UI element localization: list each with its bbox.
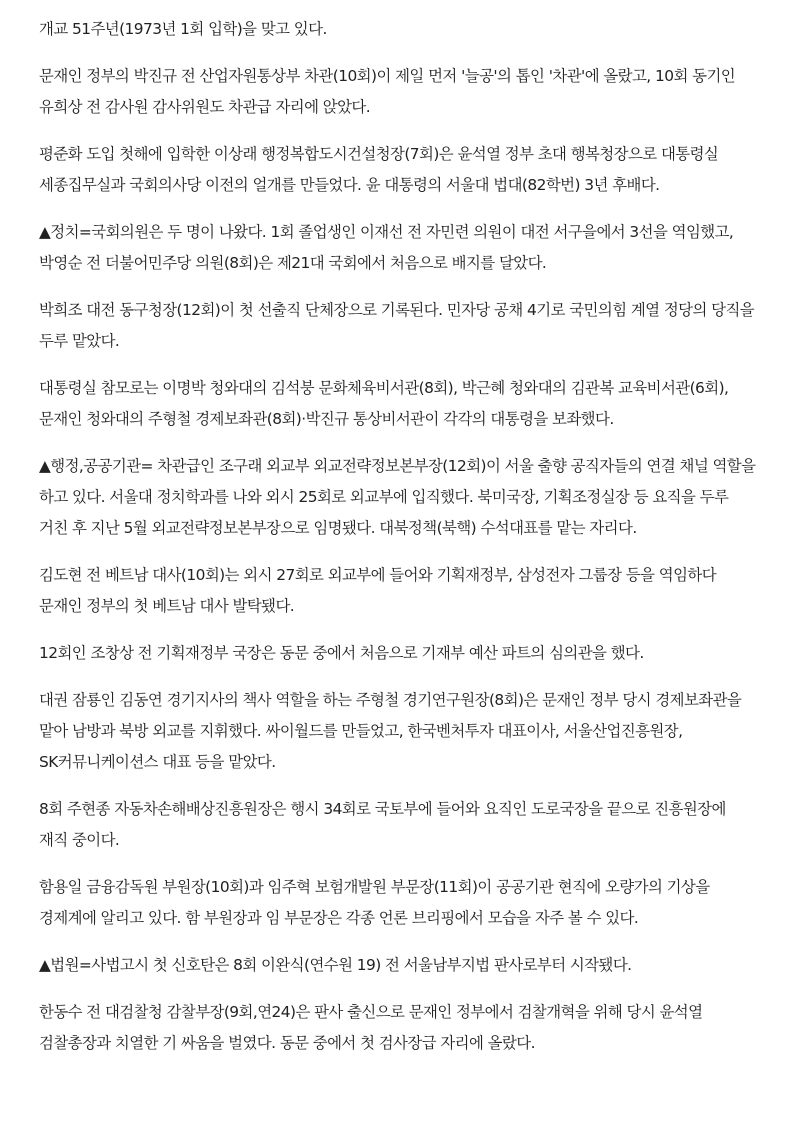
paragraph: 대통령실 참모로는 이명박 청와대의 김석붕 문화체육비서관(8회), 박근혜 청와대의 김관복 교육비서관(6회), 문재인 청와대의 주형철 경제보좌관(8회)·박진규 통상비서관이 각각의 대통령을 보좌했다. <box>39 379 729 428</box>
paragraph: ▲정치=국회의원은 두 명이 나왔다. 1회 졸업생인 이재선 전 자민련 의원이 대전 서구을에서 3선을 역임했고, 박영순 전 더불어민주당 의원(8회)은 제21대 국회에서 처음으로 배지를 달았다. <box>39 223 734 272</box>
paragraph: 문재인 정부의 박진규 전 산업자원통상부 차관(10회)이 제일 먼저 '늘공'의 톱인 '차관'에 올랐고, 10회 동기인 유희상 전 감사원 감사위원도 차관급 자리에 앉았다. <box>39 67 736 116</box>
paragraph: 개교 51주년(1973년 1회 입학)을 맞고 있다. <box>39 20 327 38</box>
article-body <box>39 14 757 1075</box>
paragraph: 12회인 조창상 전 기획재정부 국장은 동문 중에서 처음으로 기재부 예산 파트의 심의관을 했다. <box>39 644 644 662</box>
paragraph: 박희조 대전 동구청장(12회)이 첫 선출직 단체장으로 기록된다. 민자당 공채 4기로 국민의힘 계열 정당의 당직을 두루 맡았다. <box>39 301 755 350</box>
paragraph: ▲법원=사법고시 첫 신호탄은 8회 이완식(연수원 19) 전 서울남부지법 판사로부터 시작됐다. <box>39 956 632 974</box>
paragraph: 김도현 전 베트남 대사(10회)는 외시 27회로 외교부에 들어와 기획재정부, 삼성전자 그룹장 등을 역임하다 문재인 정부의 첫 베트남 대사 발탁됐다. <box>39 566 717 615</box>
paragraph: 한동수 전 대검찰청 감찰부장(9회,연24)은 판사 출신으로 문재인 정부에서 검찰개혁을 위해 당시 윤석열 검찰총장과 치열한 기 싸움을 벌였다. 동문 중에서 첫 검사장급 자리에 올랐다. <box>39 1003 703 1052</box>
paragraph: 평준화 도입 첫해에 입학한 이상래 행정복합도시건설청장(7회)은 윤석열 정부 초대 행복청장으로 대통령실 세종집무실과 국회의사당 이전의 얼개를 만들었다. 윤 대통령의 서울대 법대(82학번) 3년 후배다. <box>39 145 719 194</box>
paragraph: 8회 주현종 자동차손해배상진흥원장은 행시 34회로 국토부에 들어와 요직인 도로국장을 끝으로 진흥원장에 재직 중이다. <box>39 800 726 849</box>
paragraph: ▲행정,공공기관= 차관급인 조구래 외교부 외교전략정보본부장(12회)이 서울 출향 공직자들의 연결 채널 역할을 하고 있다. 서울대 정치학과를 나와 외시 25회로 외교부에 입직했다. 북미국장, 기획조정실장 등 요직을 두루 거친 후 지난 5월 외교전략정보본부장으로 임명됐다. 대북정책(북핵) 수석대표를 맡는 자리다. <box>39 457 756 537</box>
paragraph: 대권 잠룡인 김동연 경기지사의 책사 역할을 하는 주형철 경기연구원장(8회)은 문재인 정부 당시 경제보좌관을 맡아 남방과 북방 외교를 지휘했다. 싸이월드를 만들었고, 한국벤처투자 대표이사, 서울산업진흥원장, SK커뮤니케이션스 대표 등을 맡았다. <box>39 691 742 771</box>
paragraph: 함용일 금융감독원 부원장(10회)과 임주혁 보험개발원 부문장(11회)이 공공기관 현직에 오량가의 기상을 경제계에 알리고 있다. 함 부원장과 임 부문장은 각종 언론 브리핑에서 모습을 자주 볼 수 있다. <box>39 878 710 927</box>
